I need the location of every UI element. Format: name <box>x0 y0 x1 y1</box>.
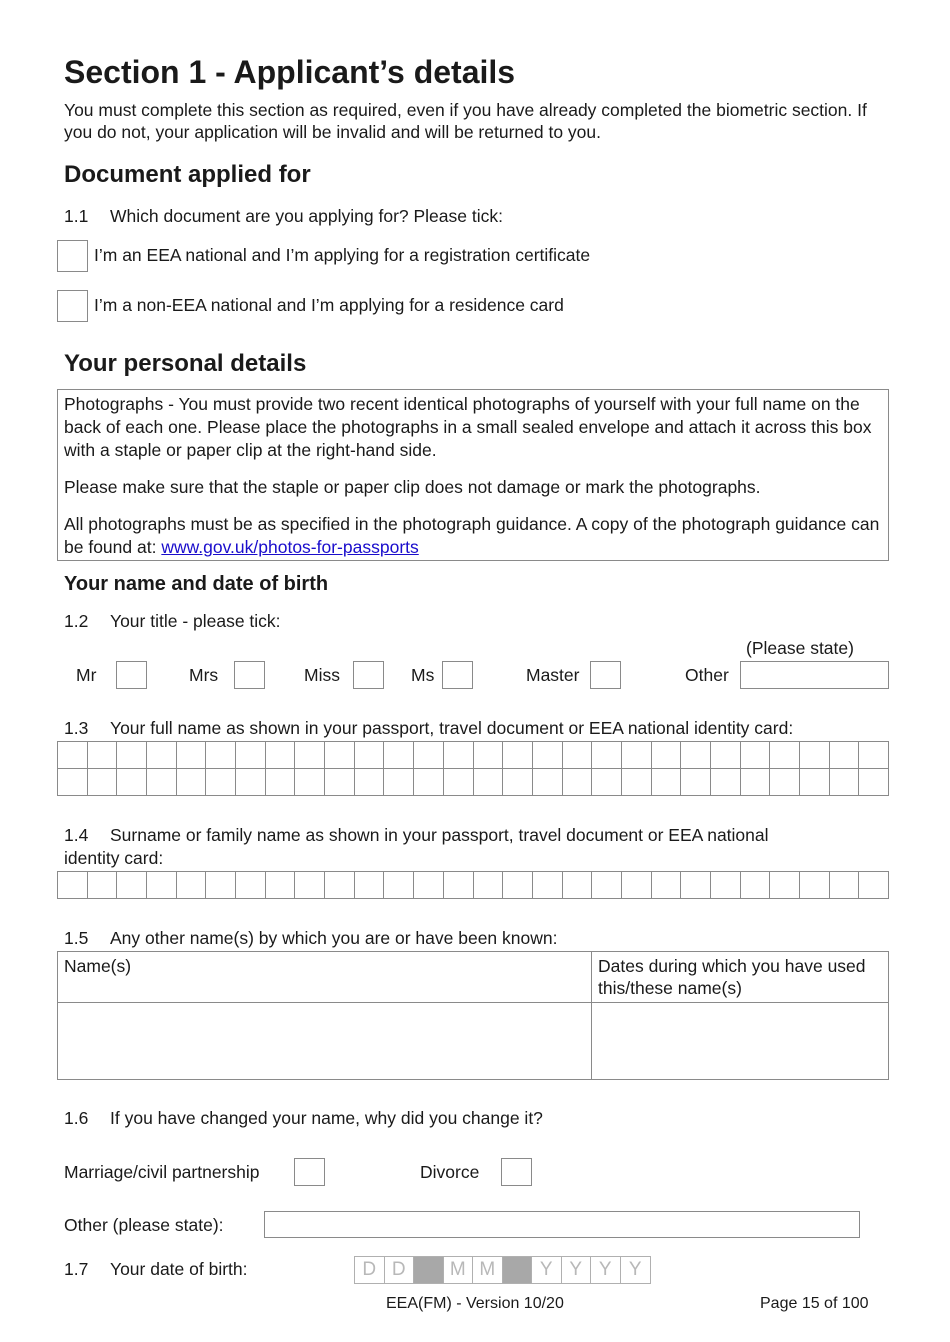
question-1-1 <box>64 206 503 227</box>
question-text: Your date of birth: <box>110 1259 248 1279</box>
full-name-char-cell[interactable] <box>355 769 385 796</box>
surname-char-cell[interactable] <box>58 872 88 899</box>
dob-digit-cell[interactable]: M <box>444 1257 474 1283</box>
full-name-char-cell[interactable] <box>592 769 622 796</box>
photo-guidance-text: All photographs must be as specified in the photograph guidance. A copy of the photograph guidance can be found at: <box>64 514 880 557</box>
full-name-char-cell[interactable] <box>741 769 771 796</box>
full-name-char-cell[interactable] <box>147 769 177 796</box>
title-miss-label: Miss <box>304 665 340 685</box>
other-names-dates-cell[interactable] <box>592 1003 889 1080</box>
full-name-char-cell[interactable] <box>770 742 800 769</box>
question-text: If you have changed your name, why did you change it? <box>110 1108 543 1128</box>
full-name-char-cell[interactable] <box>58 742 88 769</box>
title-master-label: Master <box>526 665 580 685</box>
full-name-char-cell[interactable] <box>800 769 830 796</box>
surname-char-cell[interactable] <box>681 872 711 899</box>
surname-char-cell[interactable] <box>800 872 830 899</box>
surname-char-cell[interactable] <box>88 872 118 899</box>
question-number: 1.5 <box>64 928 89 948</box>
full-name-char-cell[interactable] <box>474 742 504 769</box>
full-name-char-cell[interactable] <box>355 742 385 769</box>
question-1-5 <box>64 928 557 949</box>
surname-char-cell[interactable] <box>563 872 593 899</box>
full-name-char-cell[interactable] <box>295 769 325 796</box>
question-1-4-continued: identity card: <box>64 848 164 868</box>
full-name-char-cell[interactable] <box>266 769 296 796</box>
surname-char-cell[interactable] <box>355 872 385 899</box>
registration-certificate-label: I’m an EEA national and I’m applying for a registration certificate <box>94 245 591 265</box>
photo-paragraph-1: Photographs - You must provide two recent identical photographs of yourself with your full name on the back of each one. Please place the photographs in a small sealed envelope and attach it across this box with a staple or paper clip at the right-hand side. <box>64 394 872 460</box>
personal-details-heading: Your personal details <box>64 350 307 377</box>
full-name-char-cell[interactable] <box>325 742 355 769</box>
full-name-char-cell[interactable] <box>533 742 563 769</box>
photo-paragraph-2: Please make sure that the staple or paper clip does not damage or mark the photographs. <box>64 477 761 497</box>
full-name-char-cell[interactable] <box>147 742 177 769</box>
title-mr-label: Mr <box>76 665 97 685</box>
question-number: 1.4 <box>64 825 89 845</box>
other-names-header-names: Name(s) <box>58 952 592 1003</box>
question-number: 1.6 <box>64 1108 89 1128</box>
full-name-char-cell[interactable] <box>88 742 118 769</box>
other-reason-input[interactable] <box>264 1211 860 1238</box>
dob-separator <box>503 1257 533 1283</box>
dob-digit-cell[interactable]: Y <box>591 1257 621 1283</box>
full-name-char-cell[interactable] <box>592 742 622 769</box>
full-name-char-cell[interactable] <box>770 769 800 796</box>
question-1-6 <box>64 1108 543 1129</box>
other-names-header-dates: Dates during which you have used this/these name(s) <box>592 952 889 1003</box>
full-name-char-cell[interactable] <box>177 769 207 796</box>
footer-page-number: Page 15 of 100 <box>760 1295 869 1312</box>
question-number: 1.3 <box>64 718 89 738</box>
question-1-7 <box>64 1259 248 1280</box>
title-ms-checkbox[interactable] <box>442 661 473 689</box>
dob-digit-cell[interactable]: D <box>385 1257 415 1283</box>
question-text: Surname or family name as shown in your passport, travel document or EEA national <box>110 825 769 845</box>
photo-paragraph-3 <box>64 513 882 559</box>
full-name-char-cell[interactable] <box>236 742 266 769</box>
title-mrs-label: Mrs <box>189 665 219 685</box>
document-heading: Document applied for <box>64 161 311 188</box>
surname-char-cell[interactable] <box>236 872 266 899</box>
marriage-checkbox[interactable] <box>294 1158 325 1186</box>
date-of-birth-input[interactable] <box>354 1256 651 1284</box>
footer-version: EEA(FM) - Version 10/20 <box>386 1295 564 1312</box>
full-name-char-cell[interactable] <box>681 769 711 796</box>
please-state-label: (Please state) <box>746 638 854 658</box>
full-name-char-cell[interactable] <box>830 769 860 796</box>
full-name-char-cell[interactable] <box>117 742 147 769</box>
full-name-char-cell[interactable] <box>384 742 414 769</box>
full-name-char-cell[interactable] <box>295 742 325 769</box>
full-name-char-cell[interactable] <box>800 742 830 769</box>
dob-digit-cell[interactable]: M <box>473 1257 503 1283</box>
full-name-char-cell[interactable] <box>88 769 118 796</box>
full-name-char-cell[interactable] <box>711 769 741 796</box>
full-name-grid[interactable] <box>57 741 889 796</box>
surname-char-cell[interactable] <box>206 872 236 899</box>
full-name-char-cell[interactable] <box>384 769 414 796</box>
question-1-3 <box>64 718 793 739</box>
section-title: Section 1 - Applicant’s details <box>64 54 516 90</box>
dob-digit-cell[interactable]: Y <box>532 1257 562 1283</box>
surname-char-cell[interactable] <box>266 872 296 899</box>
dob-digit-cell[interactable]: D <box>355 1257 385 1283</box>
title-other-label: Other <box>685 665 729 685</box>
marriage-label: Marriage/civil partnership <box>64 1162 260 1182</box>
question-text: Your full name as shown in your passport, travel document or EEA national identity card: <box>110 718 794 738</box>
divorce-label: Divorce <box>420 1162 480 1182</box>
residence-card-checkbox[interactable] <box>57 290 88 322</box>
full-name-char-cell[interactable] <box>177 742 207 769</box>
surname-char-cell[interactable] <box>741 872 771 899</box>
other-names-table <box>57 951 889 1080</box>
surname-char-cell[interactable] <box>414 872 444 899</box>
full-name-char-cell[interactable] <box>830 742 860 769</box>
surname-char-cell[interactable] <box>295 872 325 899</box>
title-mrs-checkbox[interactable] <box>234 661 265 689</box>
full-name-char-cell[interactable] <box>117 769 147 796</box>
surname-char-cell[interactable] <box>830 872 860 899</box>
question-text: Which document are you applying for? Please tick: <box>110 206 503 226</box>
surname-char-cell[interactable] <box>147 872 177 899</box>
full-name-char-cell[interactable] <box>474 769 504 796</box>
full-name-char-cell[interactable] <box>652 742 682 769</box>
full-name-char-cell[interactable] <box>681 742 711 769</box>
title-other-input[interactable] <box>740 661 889 689</box>
other-reason-label: Other (please state): <box>64 1215 224 1235</box>
full-name-char-cell[interactable] <box>236 769 266 796</box>
photographs-box <box>57 389 889 561</box>
surname-char-cell[interactable] <box>444 872 474 899</box>
dob-separator <box>414 1257 444 1283</box>
full-name-char-cell[interactable] <box>503 742 533 769</box>
full-name-char-cell[interactable] <box>741 742 771 769</box>
surname-char-cell[interactable] <box>117 872 147 899</box>
registration-certificate-checkbox[interactable] <box>57 240 88 272</box>
full-name-char-cell[interactable] <box>58 769 88 796</box>
full-name-char-cell[interactable] <box>414 742 444 769</box>
full-name-char-cell[interactable] <box>414 769 444 796</box>
full-name-char-cell[interactable] <box>563 769 593 796</box>
full-name-char-cell[interactable] <box>444 742 474 769</box>
full-name-char-cell[interactable] <box>563 742 593 769</box>
surname-char-cell[interactable] <box>177 872 207 899</box>
full-name-char-cell[interactable] <box>266 742 296 769</box>
question-number: 1.7 <box>64 1259 89 1279</box>
surname-char-cell[interactable] <box>770 872 800 899</box>
title-ms-label: Ms <box>411 665 435 685</box>
surname-char-cell[interactable] <box>503 872 533 899</box>
full-name-char-cell[interactable] <box>503 769 533 796</box>
full-name-char-cell[interactable] <box>622 742 652 769</box>
surname-grid[interactable] <box>57 871 889 899</box>
full-name-char-cell[interactable] <box>859 769 889 796</box>
dob-digit-cell[interactable]: Y <box>628 1259 642 1280</box>
question-1-2 <box>64 611 281 632</box>
surname-char-cell[interactable] <box>652 872 682 899</box>
surname-char-cell[interactable] <box>711 872 741 899</box>
question-number: 1.1 <box>64 206 89 226</box>
surname-char-cell[interactable] <box>622 872 652 899</box>
full-name-char-cell[interactable] <box>652 769 682 796</box>
full-name-char-cell[interactable] <box>325 769 355 796</box>
full-name-char-cell[interactable] <box>444 769 474 796</box>
full-name-char-cell[interactable] <box>206 742 236 769</box>
question-text: Any other name(s) by which you are or have been known: <box>110 928 558 948</box>
name-dob-heading: Your name and date of birth <box>64 573 329 595</box>
full-name-char-cell[interactable] <box>859 742 889 769</box>
other-names-cell[interactable] <box>58 1003 592 1080</box>
question-text: Your title - please tick: <box>110 611 281 631</box>
full-name-char-cell[interactable] <box>533 769 563 796</box>
surname-char-cell[interactable] <box>325 872 355 899</box>
dob-digit-cell[interactable]: Y <box>562 1257 592 1283</box>
surname-char-cell[interactable] <box>859 872 889 899</box>
residence-card-label: I’m a non-EEA national and I’m applying for a residence card <box>94 295 564 315</box>
surname-char-cell[interactable] <box>533 872 563 899</box>
full-name-char-cell[interactable] <box>711 742 741 769</box>
title-master-checkbox[interactable] <box>590 661 621 689</box>
title-miss-checkbox[interactable] <box>353 661 384 689</box>
section-intro: You must complete this section as required, even if you have already completed the biometric section. If you do not, your application will be invalid and will be returned to you. <box>64 100 867 142</box>
title-mr-checkbox[interactable] <box>116 661 147 689</box>
full-name-char-cell[interactable] <box>206 769 236 796</box>
surname-char-cell[interactable] <box>384 872 414 899</box>
question-number: 1.2 <box>64 611 89 631</box>
surname-char-cell[interactable] <box>474 872 504 899</box>
full-name-char-cell[interactable] <box>622 769 652 796</box>
question-1-4 <box>64 825 769 846</box>
divorce-checkbox[interactable] <box>501 1158 532 1186</box>
surname-char-cell[interactable] <box>592 872 622 899</box>
photo-guidance-link[interactable]: www.gov.uk/photos-for-passports <box>161 537 419 557</box>
